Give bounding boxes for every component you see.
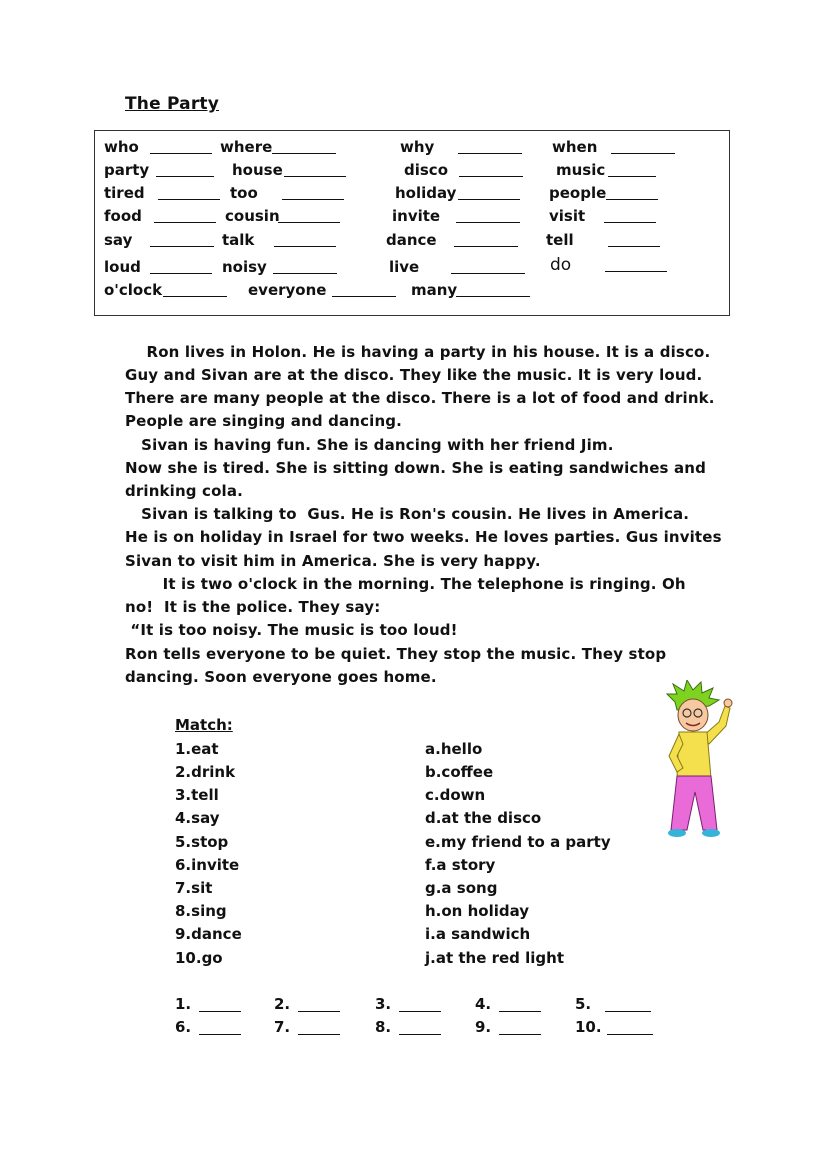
vocab-word: everyone [248,281,327,299]
passage-line: Sivan is having fun. She is dancing with her friend Jim. [125,436,614,454]
vocab-blank[interactable] [150,246,214,247]
answer-number: 8. [375,1018,392,1036]
passage-line: Now she is tired. She is sitting down. She is eating sandwiches and [125,459,706,477]
vocab-word: food [104,207,142,225]
vocab-word: loud [104,258,141,276]
match-verb: 4.say [175,809,220,827]
answer-blank[interactable] [298,1034,340,1035]
vocab-blank[interactable] [458,199,520,200]
match-phrase: i.a sandwich [425,925,531,943]
vocab-word: when [552,138,598,156]
vocab-word: party [104,161,150,179]
vocab-word: tell [546,231,574,249]
match-phrase: j.at the red light [425,949,564,967]
vocab-word: o'clock [104,281,163,299]
vocab-word: tired [104,184,145,202]
vocab-word: cousin [225,207,280,225]
answer-number: 1. [175,995,192,1013]
match-verb: 10.go [175,949,223,967]
passage-line: Ron lives in Holon. He is having a party in his house. It is a disco. [125,343,711,361]
match-phrase: b.coffee [425,763,494,781]
vocab-blank[interactable] [272,153,336,154]
vocab-word: do [550,255,572,275]
vocab-word: holiday [395,184,457,202]
vocab-word: live [389,258,420,276]
vocab-word: too [230,184,258,202]
passage-line: Guy and Sivan are at the disco. They like the music. It is very loud. [125,366,703,384]
match-verb: 2.drink [175,763,236,781]
vocab-blank[interactable] [454,246,518,247]
match-phrase: d.at the disco [425,809,542,827]
page-title: The Party [125,94,220,114]
vocab-blank[interactable] [274,246,336,247]
match-verb: 5.stop [175,833,229,851]
match-verb: 7.sit [175,879,213,897]
vocab-blank[interactable] [284,176,346,177]
passage-line: It is two o'clock in the morning. The telephone is ringing. Oh [125,575,686,593]
passage-line: no! It is the police. They say: [125,598,381,616]
match-phrase: f.a story [425,856,496,874]
vocab-word: house [232,161,283,179]
answer-number: 3. [375,995,392,1013]
vocab-word: visit [549,207,586,225]
passage-line: People are singing and dancing. [125,412,403,430]
vocab-blank[interactable] [150,273,212,274]
passage-line: Sivan to visit him in America. She is very happy. [125,552,541,570]
answer-blank[interactable] [499,1034,541,1035]
match-verb: 6.invite [175,856,240,874]
match-phrase: g.a song [425,879,498,897]
vocab-word: say [104,231,133,249]
answer-blank[interactable] [499,1011,541,1012]
passage-line: “It is too noisy. The music is too loud! [125,621,458,639]
vocab-blank[interactable] [150,153,212,154]
passage-line: Sivan is talking to Gus. He is Ron's cousin. He lives in America. [125,505,690,523]
dancing-man-illustration [657,680,739,840]
vocab-word: invite [392,207,441,225]
vocab-word: who [104,138,139,156]
match-verb: 9.dance [175,925,242,943]
match-verb: 8.sing [175,902,227,920]
vocab-blank[interactable] [154,222,216,223]
answer-blank[interactable] [399,1011,441,1012]
vocab-blank[interactable] [606,199,658,200]
vocab-word: disco [404,161,449,179]
vocab-blank[interactable] [163,296,227,297]
answer-number: 10. [575,1018,602,1036]
vocab-blank[interactable] [451,273,525,274]
vocab-word: where [220,138,273,156]
vocab-blank[interactable] [273,273,337,274]
answer-number: 4. [475,995,492,1013]
vocab-blank[interactable] [604,222,656,223]
vocab-blank[interactable] [278,222,340,223]
vocab-word: many [411,281,458,299]
vocab-blank[interactable] [605,271,667,272]
answer-blank[interactable] [199,1034,241,1035]
match-phrase: a.hello [425,740,483,758]
match-verb: 1.eat [175,740,219,758]
answer-blank[interactable] [605,1011,651,1012]
vocab-word: dance [386,231,437,249]
match-phrase: e.my friend to a party [425,833,611,851]
vocab-blank[interactable] [459,176,523,177]
vocab-blank[interactable] [282,199,344,200]
match-verb: 3.tell [175,786,219,804]
vocab-blank[interactable] [332,296,396,297]
passage-line: drinking cola. [125,482,243,500]
passage-line: Ron tells everyone to be quiet. They stop the music. They stop [125,645,667,663]
answer-number: 5. [575,995,592,1013]
vocab-blank[interactable] [158,199,220,200]
answer-blank[interactable] [399,1034,441,1035]
vocab-blank[interactable] [611,153,675,154]
answer-blank[interactable] [199,1011,241,1012]
answer-number: 9. [475,1018,492,1036]
vocab-blank[interactable] [156,176,214,177]
answer-number: 6. [175,1018,192,1036]
vocab-blank[interactable] [458,153,522,154]
vocab-word: people [549,184,607,202]
vocab-word: music [556,161,606,179]
vocab-word: why [400,138,435,156]
match-phrase: h.on holiday [425,902,530,920]
passage-line: He is on holiday in Israel for two weeks. He loves parties. Gus invites [125,528,722,546]
vocab-word: talk [222,231,255,249]
answer-blank[interactable] [298,1011,340,1012]
match-phrase: c.down [425,786,486,804]
answer-number: 7. [274,1018,291,1036]
vocab-blank[interactable] [456,222,520,223]
vocab-blank[interactable] [456,296,530,297]
vocab-blank[interactable] [608,176,656,177]
passage-line: There are many people at the disco. There is a lot of food and drink. [125,389,715,407]
match-heading: Match: [175,716,233,734]
vocab-word: noisy [222,258,267,276]
answer-blank[interactable] [607,1034,653,1035]
vocab-blank[interactable] [608,246,660,247]
passage-line: dancing. Soon everyone goes home. [125,668,437,686]
answer-number: 2. [274,995,291,1013]
